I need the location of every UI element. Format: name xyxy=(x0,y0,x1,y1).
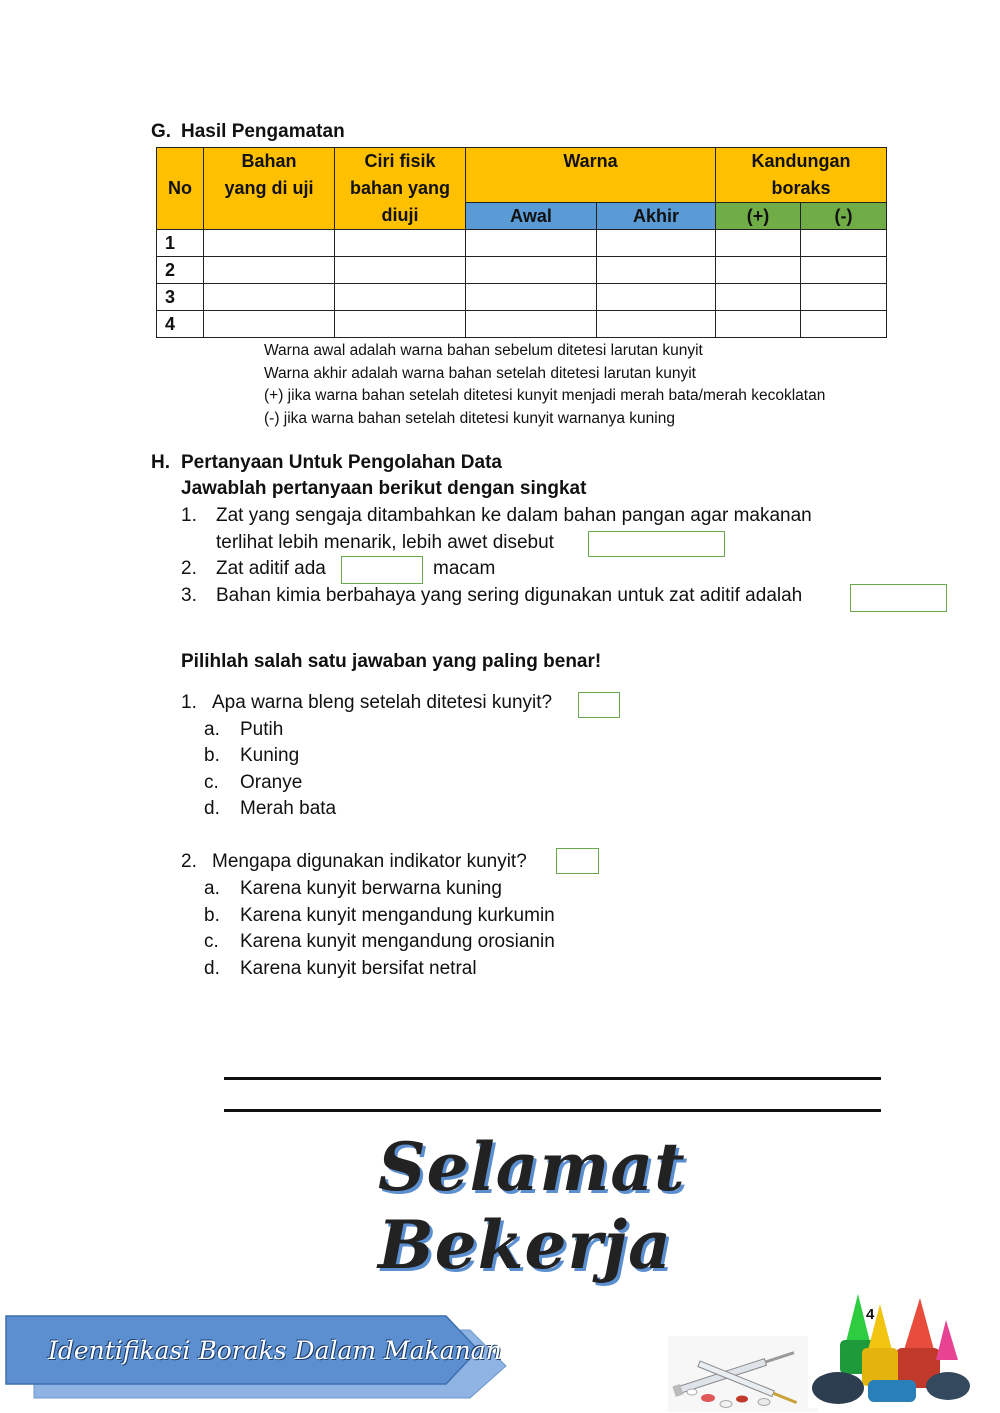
header-bahan: Bahan yang di uji xyxy=(204,148,335,230)
table-row xyxy=(157,230,887,257)
question-text: Zat yang sengaja ditambahkan ke dalam bahan pangan agar makanan xyxy=(216,505,812,526)
cell-bahan[interactable] xyxy=(204,311,335,338)
note-line: Warna akhir adalah warna bahan setelah ditetesi larutan kunyit xyxy=(264,364,696,382)
cell-ciri[interactable] xyxy=(335,230,466,257)
question-text: Bahan kimia berbahaya yang sering digunakan untuk zat aditif adalah xyxy=(216,585,803,606)
header-ciri-fisik: Ciri fisik bahan yang diuji xyxy=(335,148,466,230)
cell-positif[interactable] xyxy=(716,257,801,284)
cell-awal[interactable] xyxy=(466,284,597,311)
short-question-1-line2: terlihat lebih menarik, lebih awet disebut xyxy=(216,532,554,553)
section-h-subtitle: Jawablah pertanyaan berikut dengan singkat xyxy=(181,478,587,499)
cell-negatif[interactable] xyxy=(801,284,887,311)
row-number: 1 xyxy=(157,230,204,257)
question-number: 2. xyxy=(181,851,197,872)
mc-answer-box-2[interactable] xyxy=(556,848,599,874)
cell-bahan[interactable] xyxy=(204,230,335,257)
question-text: Mengapa digunakan indikator kunyit? xyxy=(212,851,527,872)
divider-line xyxy=(224,1109,881,1112)
cell-akhir[interactable] xyxy=(597,257,716,284)
section-h-heading xyxy=(151,452,502,474)
cell-positif[interactable] xyxy=(716,284,801,311)
mc-option: c. Karena kunyit mengandung orosianin xyxy=(204,931,555,952)
short-question-3 xyxy=(181,585,802,607)
cell-awal[interactable] xyxy=(466,257,597,284)
answer-box-2[interactable] xyxy=(341,556,423,584)
note-line: (+) jika warna bahan setelah ditetesi kunyit menjadi merah bata/merah kecoklatan xyxy=(264,387,826,404)
table-row xyxy=(157,284,887,311)
answer-box-1[interactable] xyxy=(588,531,725,557)
header-no: No xyxy=(157,148,204,230)
table-row xyxy=(157,311,887,338)
divider-line xyxy=(224,1077,881,1080)
row-number: 4 xyxy=(157,311,204,338)
answer-box-3[interactable] xyxy=(850,584,947,612)
header-negatif: (-) xyxy=(801,203,887,230)
mc-option: a. Karena kunyit berwarna kuning xyxy=(204,878,502,899)
note-line: (-) jika warna bahan setelah ditetesi kunyit warnanya kuning xyxy=(264,409,675,427)
table-row xyxy=(157,257,887,284)
note-line: Warna awal adalah warna bahan sebelum ditetesi larutan kunyit xyxy=(264,342,703,359)
header-warna: Warna xyxy=(466,148,716,203)
cell-akhir[interactable] xyxy=(597,284,716,311)
short-question-2-suffix: macam xyxy=(433,558,496,579)
page-number: 4 xyxy=(866,1306,875,1323)
short-question-2 xyxy=(181,558,326,580)
question-number: 2. xyxy=(181,558,197,579)
question-number: 1. xyxy=(181,692,197,713)
mc-option: b. Kuning xyxy=(204,745,300,766)
cell-negatif[interactable] xyxy=(801,230,887,257)
table-notes xyxy=(264,340,825,430)
dye-bottles-illustration xyxy=(808,1290,988,1408)
cell-ciri[interactable] xyxy=(335,311,466,338)
section-g-letter: G. xyxy=(151,121,172,142)
question-number: 1. xyxy=(181,505,197,526)
question-number: 3. xyxy=(181,585,197,606)
cell-bahan[interactable] xyxy=(204,257,335,284)
observation-table xyxy=(156,147,887,338)
mc-question-1 xyxy=(181,692,552,714)
header-kandungan-boraks: Kandungan boraks xyxy=(716,148,887,203)
mc-option: c. Oranye xyxy=(204,772,303,793)
cell-awal[interactable] xyxy=(466,311,597,338)
section-g-heading xyxy=(151,121,345,143)
cell-positif[interactable] xyxy=(716,311,801,338)
cell-akhir[interactable] xyxy=(597,311,716,338)
cell-bahan[interactable] xyxy=(204,284,335,311)
header-akhir: Akhir xyxy=(597,203,716,230)
pills-syringe-illustration xyxy=(668,1336,818,1412)
cell-awal[interactable] xyxy=(466,230,597,257)
question-text: Apa warna bleng setelah ditetesi kunyit? xyxy=(212,692,553,713)
footer-banner-text: Identifikasi Boraks Dalam Makanan xyxy=(48,1336,502,1365)
header-positif: (+) xyxy=(716,203,801,230)
short-question-1 xyxy=(181,505,812,527)
section-h-letter: H. xyxy=(151,452,170,473)
mc-question-2 xyxy=(181,851,527,873)
closing-greeting: Selamat Bekerja xyxy=(378,1128,686,1284)
mc-option: d. Karena kunyit bersifat netral xyxy=(204,958,477,979)
section-g-title: Hasil Pengamatan xyxy=(181,121,345,142)
mc-option: d. Merah bata xyxy=(204,798,337,819)
mc-option: b. Karena kunyit mengandung kurkumin xyxy=(204,905,555,926)
section-h-title: Pertanyaan Untuk Pengolahan Data xyxy=(181,452,502,473)
row-number: 2 xyxy=(157,257,204,284)
mc-answer-box-1[interactable] xyxy=(578,692,620,718)
header-awal: Awal xyxy=(466,203,597,230)
cell-negatif[interactable] xyxy=(801,311,887,338)
cell-positif[interactable] xyxy=(716,230,801,257)
cell-akhir[interactable] xyxy=(597,230,716,257)
cell-ciri[interactable] xyxy=(335,257,466,284)
cell-negatif[interactable] xyxy=(801,257,887,284)
question-text: Zat aditif ada xyxy=(216,558,326,579)
row-number: 3 xyxy=(157,284,204,311)
multiple-choice-title: Pilihlah salah satu jawaban yang paling benar! xyxy=(181,651,602,672)
mc-option: a. Putih xyxy=(204,719,284,740)
cell-ciri[interactable] xyxy=(335,284,466,311)
